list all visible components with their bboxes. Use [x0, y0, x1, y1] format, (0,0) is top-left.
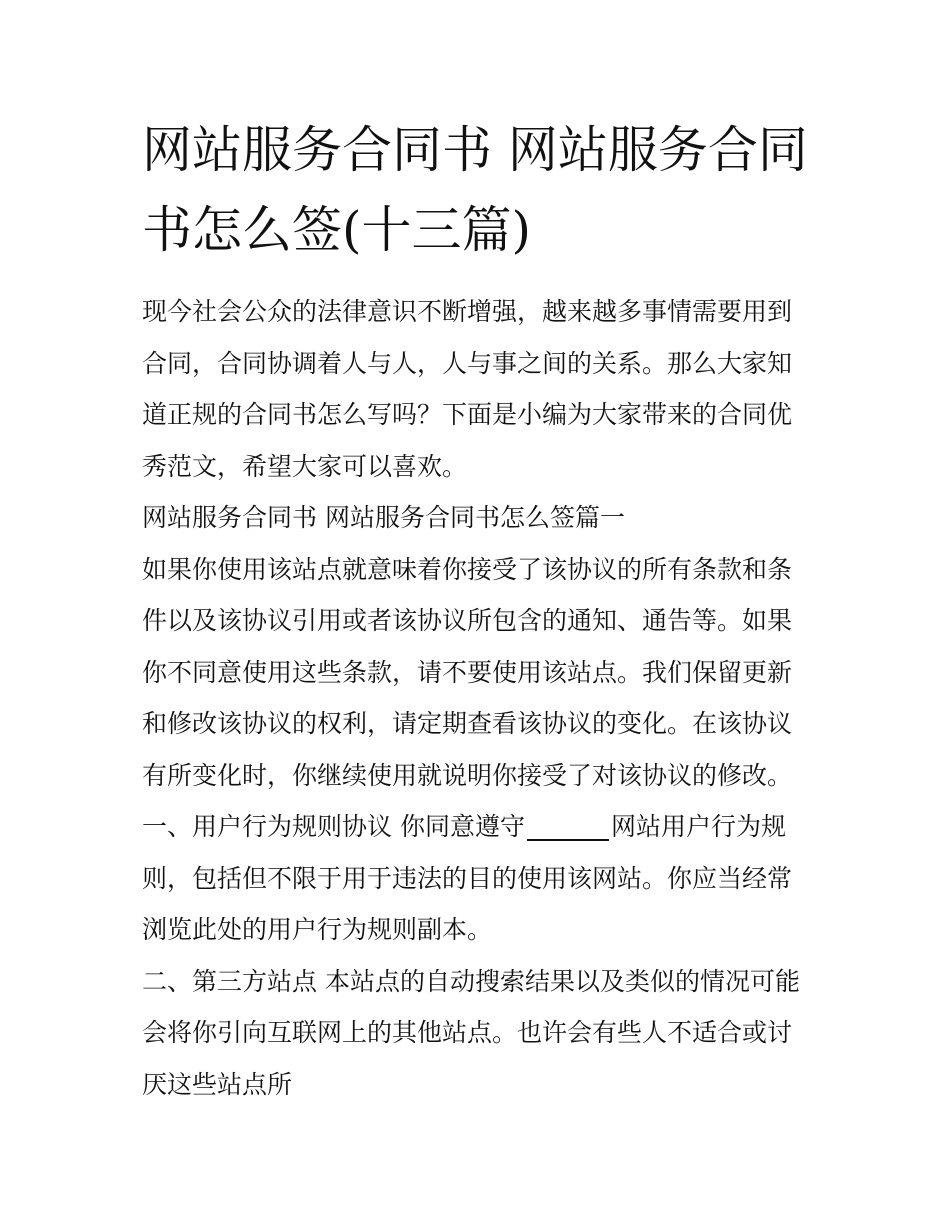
document-title: 网站服务合同书 网站服务合同书怎么签(十三篇) — [142, 121, 808, 259]
clause-1 — [142, 801, 814, 956]
document-page — [142, 110, 814, 1110]
paragraph-1: 如果你使用该站点就意味着你接受了该协议的所有条款和条件以及该协议引用或者该协议所包含的通知、通告等。如果你不同意使用这些条款，请不要使用该站点。我们保留更新和修改该协议的权利，请定期查看该协议的变化。在该协议有所变化时，你继续使用就说明你接受了对该协议的修改。 — [142, 554, 793, 790]
document-body — [142, 286, 814, 1110]
clause-1-text-start: 一、用户行为规则协议 你同意遵守 — [142, 812, 525, 841]
fill-in-blank — [527, 839, 609, 841]
clause-2: 二、第三方站点 本站点的自动搜索结果以及类似的情况可能会将你引向互联网上的其他站点。也许会有些人不适合或讨厌这些站点所 — [142, 966, 800, 1099]
section-heading: 网站服务合同书 网站服务合同书怎么签篇一 — [142, 503, 625, 532]
intro-paragraph: 现今社会公众的法律意识不断增强，越来越多事情需要用到合同，合同协调着人与人，人与事之间的关系。那么大家知道正规的合同书怎么写吗？下面是小编为大家带来的合同优秀范文，希望大家可以喜欢。 — [142, 297, 793, 481]
clause-1-text-end: 网站用户行为规则，包括但不限于用于违法的目的使用该网站。你应当经常浏览此处的用户行为规则副本。 — [142, 812, 793, 944]
